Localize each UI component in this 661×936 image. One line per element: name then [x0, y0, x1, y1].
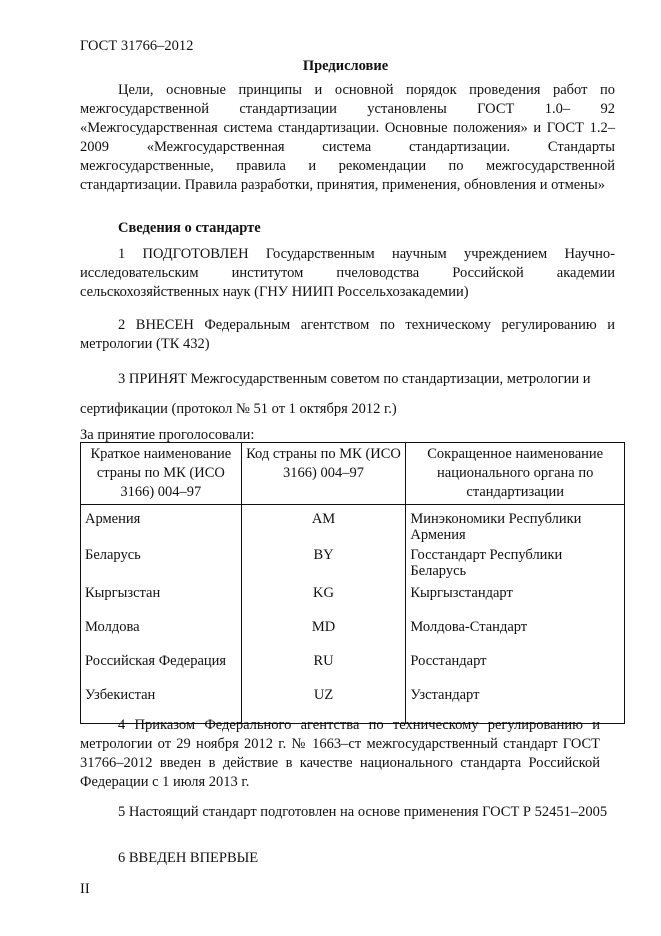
table-row: [81, 611, 625, 645]
foreword-title: Предисловие: [302, 58, 389, 74]
header-code: Код страны по МК (ИСО 3166) 004–97: [241, 443, 406, 505]
code-cell: RU: [241, 645, 406, 679]
body-cell: Минэкономики Республики Армения: [406, 505, 625, 544]
country-cell: Узбекистан: [81, 679, 242, 724]
header-country: Краткое наименование страны по МК (ИСО 3166) 004–97: [81, 443, 242, 505]
header-body: Сокращенное наименование национального органа по стандартизации: [406, 443, 625, 505]
page-number: II: [80, 881, 90, 897]
code-cell: MD: [241, 611, 406, 645]
foreword-body: Цели, основные принципы и основной порядок проведения работ по межгосударственной стандартизации установлены ГОСТ 1.0– 92 «Межгосударственная система стандартизации. Основные положения» и ГОСТ 1.2–2009 «Межгосударственная система стандартизации. Стандарты межгосударственные, правила и рекомендации по межгосударственной стандартизации. Правила разработки, принятия, применения, обновления и отмены»: [80, 82, 615, 193]
country-cell: Армения: [81, 505, 242, 544]
section-title: Сведения о стандарте: [118, 220, 261, 236]
item-2: [80, 316, 615, 354]
item-4: [80, 716, 600, 792]
document-header: ГОСТ 31766–2012: [80, 38, 194, 54]
table-row: [81, 645, 625, 679]
body-cell: Узстандарт: [406, 679, 625, 724]
item-4-text: 4 Приказом Федерального агентства по техническому регулированию и метрологии от 29 ноября 2012 г. № 1663–ст межгосударственный стандарт ГОСТ 31766–2012 введен в действие в качестве национального стандарта Российской Федерации с 1 июля 2013 г.: [80, 717, 600, 790]
body-cell: Кыргызстандарт: [406, 579, 625, 611]
code-cell: UZ: [241, 679, 406, 724]
table-row: [81, 579, 625, 611]
country-cell: Молдова: [81, 611, 242, 645]
code-cell: AM: [241, 505, 406, 544]
item-2-text: 2 ВНЕСЕН Федеральным агентством по техническому регулированию и метрологии (ТК 432): [80, 317, 615, 352]
table-row: [81, 543, 625, 579]
item-6: 6 ВВЕДЕН ВПЕРВЫЕ: [118, 850, 259, 866]
item-1: [80, 245, 615, 302]
body-cell: Росстандарт: [406, 645, 625, 679]
item-3-line-2: сертификации (протокол № 51 от 1 октября 2012 г.): [80, 401, 397, 417]
item-5: 5 Настоящий стандарт подготовлен на основе применения ГОСТ Р 52451–2005: [118, 804, 608, 820]
country-cell: Беларусь: [81, 543, 242, 579]
country-cell: Кыргызстан: [81, 579, 242, 611]
voting-table: [80, 442, 625, 724]
table-header-row: [81, 443, 625, 505]
voted-label: За принятие проголосовали:: [80, 427, 255, 443]
body-cell: Молдова-Стандарт: [406, 611, 625, 645]
body-cell: Госстандарт Республики Беларусь: [406, 543, 625, 579]
table-row: [81, 505, 625, 544]
code-cell: KG: [241, 579, 406, 611]
country-cell: Российская Федерация: [81, 645, 242, 679]
item-3-line-1: 3 ПРИНЯТ Межгосударственным советом по стандартизации, метрологии и: [118, 371, 591, 387]
foreword-text: [80, 81, 615, 195]
item-1-text: 1 ПОДГОТОВЛЕН Государственным научным учреждением Научно-исследовательским институтом пчеловодства Российской академии сельскохозяйственных наук (ГНУ НИИП Россельхозакадемии): [80, 246, 615, 300]
code-cell: BY: [241, 543, 406, 579]
